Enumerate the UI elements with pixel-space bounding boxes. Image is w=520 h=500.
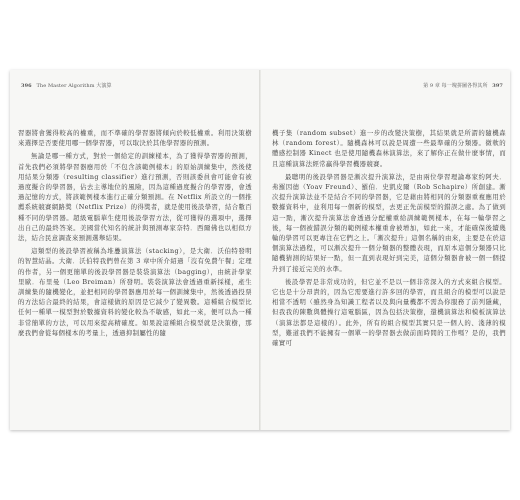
right-page	[272, 70, 506, 430]
left-page-number: 396	[21, 83, 32, 89]
paragraph: 最聰明的後設學習器是漸次提升演算法，是由兩位學習理論專家約阿夫．弗羅因德（Yoav Freund）、羅伯．史凱皮爾（Rob Schapire）所創建。漸次提升演算法並不是結合不同的學習器，它是藉由將相同的分類器重複應用於數據資料中，並利用每一個新的模型，去更正先前模型的錯誤之處。為了做到這一點，漸次提升演算法會透過分配權重給訓練範例樣本，在每一輪學習之後，每一個被錯誤分類的範例樣本權重會被增加，如此一來，才能確保後續幾輪的學習可以更專注在它們之上。「漸次提升」這個名稱的由來，主要是在於這個演算法過程，可以漸次提升一個分類器的整體表現，而原本這個分類器只比隨機猜測的結果好一點，但一直到表現好到完美，這個分類器會被一個一個提升到了接近完美的水準。	[272, 172, 506, 273]
book-title: The Master Algorithm	[36, 83, 95, 89]
right-running-head	[423, 82, 506, 89]
right-body-text	[272, 128, 506, 351]
chapter-title: 每一塊拼圖各得其所	[441, 83, 488, 89]
book-spread	[10, 70, 510, 430]
left-running-head	[18, 82, 112, 89]
paragraph: 這類型的後設學習被稱為堆疊演算法（stacking），是大衛．沃伯特發明的智慧結晶。大衛．沃伯特我們曾在第 3 章中所介紹過「沒有免費午餐」定理的作者，另一個更簡單的後設學習器是裝袋演算法（bagging），由統計學家里歐．布里曼（Leo Breiman）所發明。裝袋演算法會透過重新採樣，產生訓練集的隨機變化，並把相同的學習器應用於每一個訓練集中，然後透過投票的方法結合最終的結果，會這樣做的原因是它減少了變異數。這種組合模型比任何一種單一模型對於數據資料的變化較為不敏感，如此一來，便可以為一種非常簡單的方法，可以用來提高精確度。如果說這種組合模型就是決策樹，那麼我們會從每個樣本的考量上，透過抑制屬性的隨	[18, 247, 252, 337]
paragraph: 無論是哪一種方式，對於一個給定的訓練樣本，為了獲得學習器的預測，首先我們必須將學習器應用於「不包含該範例樣本」的原始訓練集中，然後使用結果分類器（resulting classifier）進行預測，否則該委員會可能會有被過度擬合的學習器，佔去主導地位的風險，因為這種過度擬合的學習器，會透過記憶的方式，將該範例樣本進行正確分類預測。在 Netflix 所設立的一個推薦系統競賽網路獎（Netflix Prize）的得獎者，就是使用後設學習，結合數百種不同的學習器。超級電腦華生使用後設學習方法，從可獲得的選項中，選擇出自己的最終答案。美國當代知名的統計與預測專家奈特．西爾佛也以相似方法，結合民意調查來預測選舉結果。	[18, 152, 252, 243]
book-title-zh: 大演算	[96, 83, 112, 89]
right-page-number: 397	[492, 83, 503, 89]
left-page	[18, 70, 252, 430]
paragraph: 習器將會獲得較高的權重，而不準確的學習器將傾向於較低權重。利用決策樹來選擇是否要使用哪一個學習器，可以取決於其他學習器的預測。	[18, 129, 252, 148]
chapter-label: 第 9 章	[423, 83, 440, 89]
book-gutter	[259, 70, 261, 430]
paragraph: 後設學習是非常成功的，但它並不是以一個非常深入的方式來組合模型。它也是十分昂貴的，因為它需要進行許多回的學習，而且組合的模型可以說是相當不透明（雖然身為知識工程者以及與向量機都不需為你服務了前列隱藏，但我我的陳數與體操行這電腦區，因為包括決策樹，還機演算法和模板演算法（演算法都是這樣的）。此外，所有的組合模型其實只是一個人的、淺薄的模型，難道我們不能擁有一個單一的學習器去做前面時間的工作嗎？是的，我們確實可	[272, 277, 506, 348]
paragraph: 機子集（random subset）進一步的改變決策樹，其結果就是所謂的隨機森林（random forest）。隨機森林可以說是周遭一些最準確的分類器。微軟的體感控制器 Kinect 也是使用隨機森林演算法，來了解你正在做什麼事情，而且這種演算法經常贏得學習機器競賽。	[272, 129, 506, 168]
left-body-text	[18, 128, 252, 341]
